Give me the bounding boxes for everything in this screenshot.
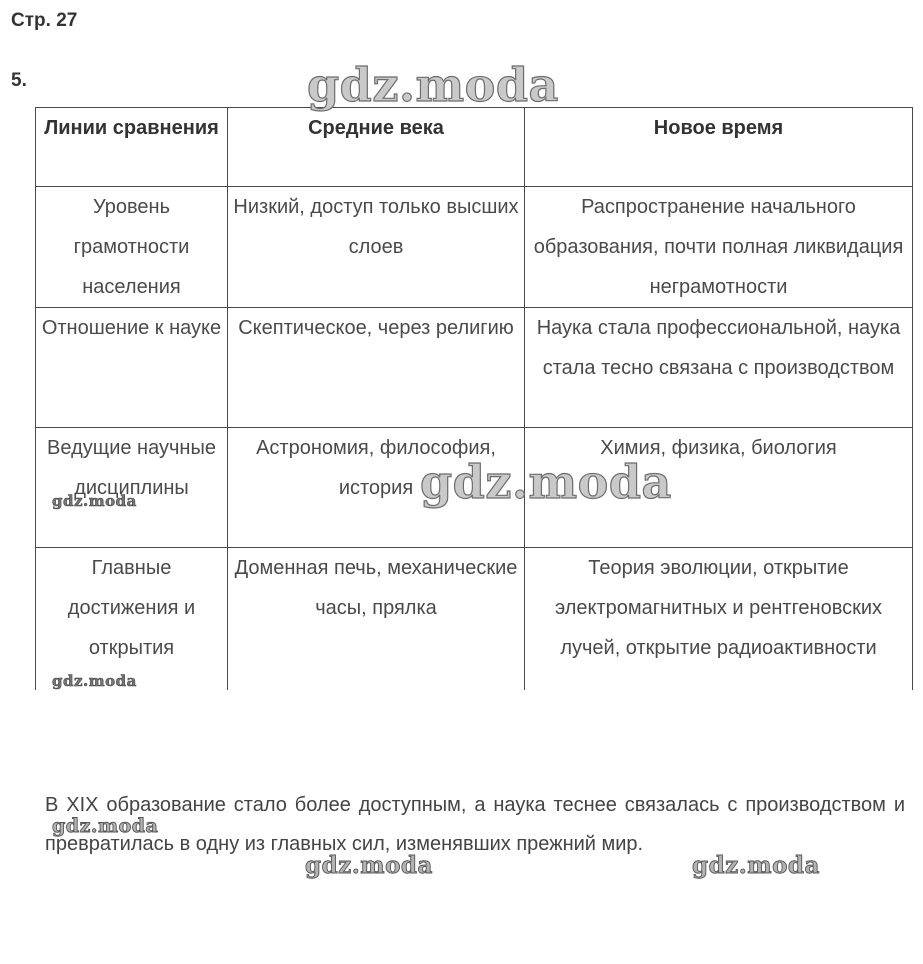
watermark-logo: gdz.moda — [420, 455, 672, 509]
watermark-logo: gdz.moda — [52, 672, 137, 690]
header-modern-times: Новое время — [525, 108, 913, 187]
middle-ages-cell: Низкий, доступ только высших слоев — [228, 187, 525, 308]
modern-times-cell: Химия, физика, биология — [525, 428, 913, 548]
middle-ages-cell: Астрономия, философия, история — [228, 428, 525, 548]
row-label-cell: Отношение к науке — [36, 308, 228, 428]
middle-ages-cell: Скептическое, через религию — [228, 308, 525, 428]
modern-times-cell: Распространение начального образования, почти полная ликвидация неграмотности — [525, 187, 913, 308]
table-row — [36, 548, 913, 691]
header-comparison-lines: Линии сравнения — [36, 108, 228, 187]
watermark-logo: gdz.moda — [52, 815, 159, 837]
middle-ages-cell: Доменная печь, механические часы, прялка — [228, 548, 525, 691]
watermark-logo: gdz.moda — [305, 852, 433, 879]
table-row — [36, 187, 913, 308]
comparison-table — [35, 107, 913, 690]
watermark-logo: gdz.moda — [52, 492, 137, 510]
header-middle-ages: Средние века — [228, 108, 525, 187]
watermark-logo: gdz.moda — [692, 852, 820, 879]
row-label-cell: Главные достижения и открытия — [36, 548, 228, 691]
page-number: Стр. 27 — [11, 10, 78, 31]
row-label-cell: Уровень грамотности населения — [36, 187, 228, 308]
row-label-cell: Ведущие научные дисциплины — [36, 428, 228, 548]
watermark-logo: gdz.moda — [307, 58, 559, 112]
modern-times-cell: Наука стала профессиональной, наука стала тесно связана с производством — [525, 308, 913, 428]
table-header-row — [36, 108, 913, 187]
task-number: 5. — [11, 70, 27, 91]
modern-times-cell: Теория эволюции, открытие электромагнитных и рентгеновских лучей, открытие радиоактивности — [525, 548, 913, 691]
table-row — [36, 308, 913, 428]
conclusion-paragraph: В XIX образование стало более доступным, а наука теснее связалась с производством и превратилась в одну из главных сил, изменявших прежний мир. — [45, 794, 905, 855]
